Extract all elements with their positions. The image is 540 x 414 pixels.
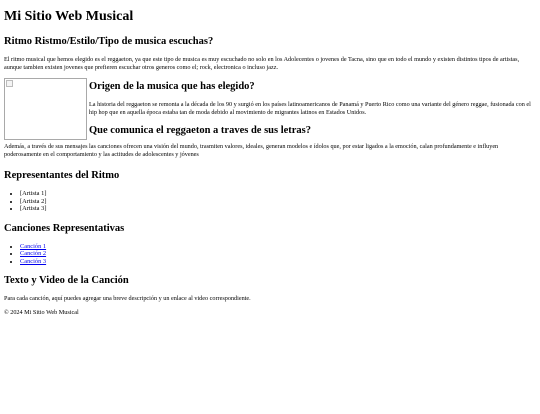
list-item: • [Artista 1] — [20, 190, 536, 198]
footer-text: © 2024 Mi Sitio Web Musical — [4, 308, 79, 316]
list-item — [20, 250, 536, 258]
site-title: Mi Sitio Web Musical — [4, 9, 134, 24]
ritmo-text: El ritmo musical que hemos elegido es el reggaeton, ya que este tipo de musica es muy escuchado no solo en los Adolecentes o jovenes de Tacna, sino que en todo el mundo y existen distintos tipos de artistas, aunque tambien existen jovenes que prefieren escuchar otros generos como el; rock, electronica o incluso jazz. — [4, 56, 520, 71]
list-item — [20, 243, 536, 251]
list-item: • [Artista 2] — [20, 198, 536, 206]
representantes-heading: Representantes del Ritmo — [4, 170, 120, 181]
song-link-1[interactable]: Canción 1 — [20, 242, 47, 250]
list-item — [20, 258, 536, 266]
canciones-heading: Canciones Representativas — [4, 222, 125, 234]
page — [0, 9, 540, 316]
broken-image-icon — [6, 80, 13, 87]
origin-text-column — [87, 78, 536, 140]
origin-section — [4, 78, 536, 140]
artists-list — [4, 190, 536, 213]
comunica-text: Además, a través de sus mensajes las canciones ofrecen una visión del mundo, trasmiten valores, ideales, generan modelos e ídolos que, por estar ligados a la emoción, calan profundamente e influyen poderosamente en el comportamiento y las actitudes de adolescentes y jóvenes — [4, 143, 499, 158]
texto-video-heading: Texto y Video de la Canción — [4, 275, 129, 286]
song-link-2[interactable]: Canción 2 — [20, 250, 47, 257]
song-link-3[interactable]: Canción 3 — [20, 257, 47, 265]
origen-text: La historia del reggaeton se remonta a la década de los 90 y surgió en los países latinoamericanos de Panamá y Puerto Rico como una variante del género reggae, fusionada con el hip hop que en aquella época estaba tan de moda debido al movimiento de migrantes latinos en Estados Unidos. — [89, 101, 531, 116]
texto-video-text: Para cada canción, aquí puedes agregar una breve descripción y un enlace al video correspondiente. — [4, 295, 251, 302]
list-item: • [Artista 3] — [20, 205, 536, 213]
comunica-heading: Que comunica el reggaeton a traves de sus letras? — [89, 125, 312, 136]
origen-heading: Origen de la musica que has elegido? — [89, 81, 255, 92]
ritmo-heading: Ritmo Ristmo/Estilo/Tipo de musica escuchas? — [4, 36, 214, 47]
songs-list — [4, 243, 536, 266]
broken-image — [4, 78, 87, 140]
